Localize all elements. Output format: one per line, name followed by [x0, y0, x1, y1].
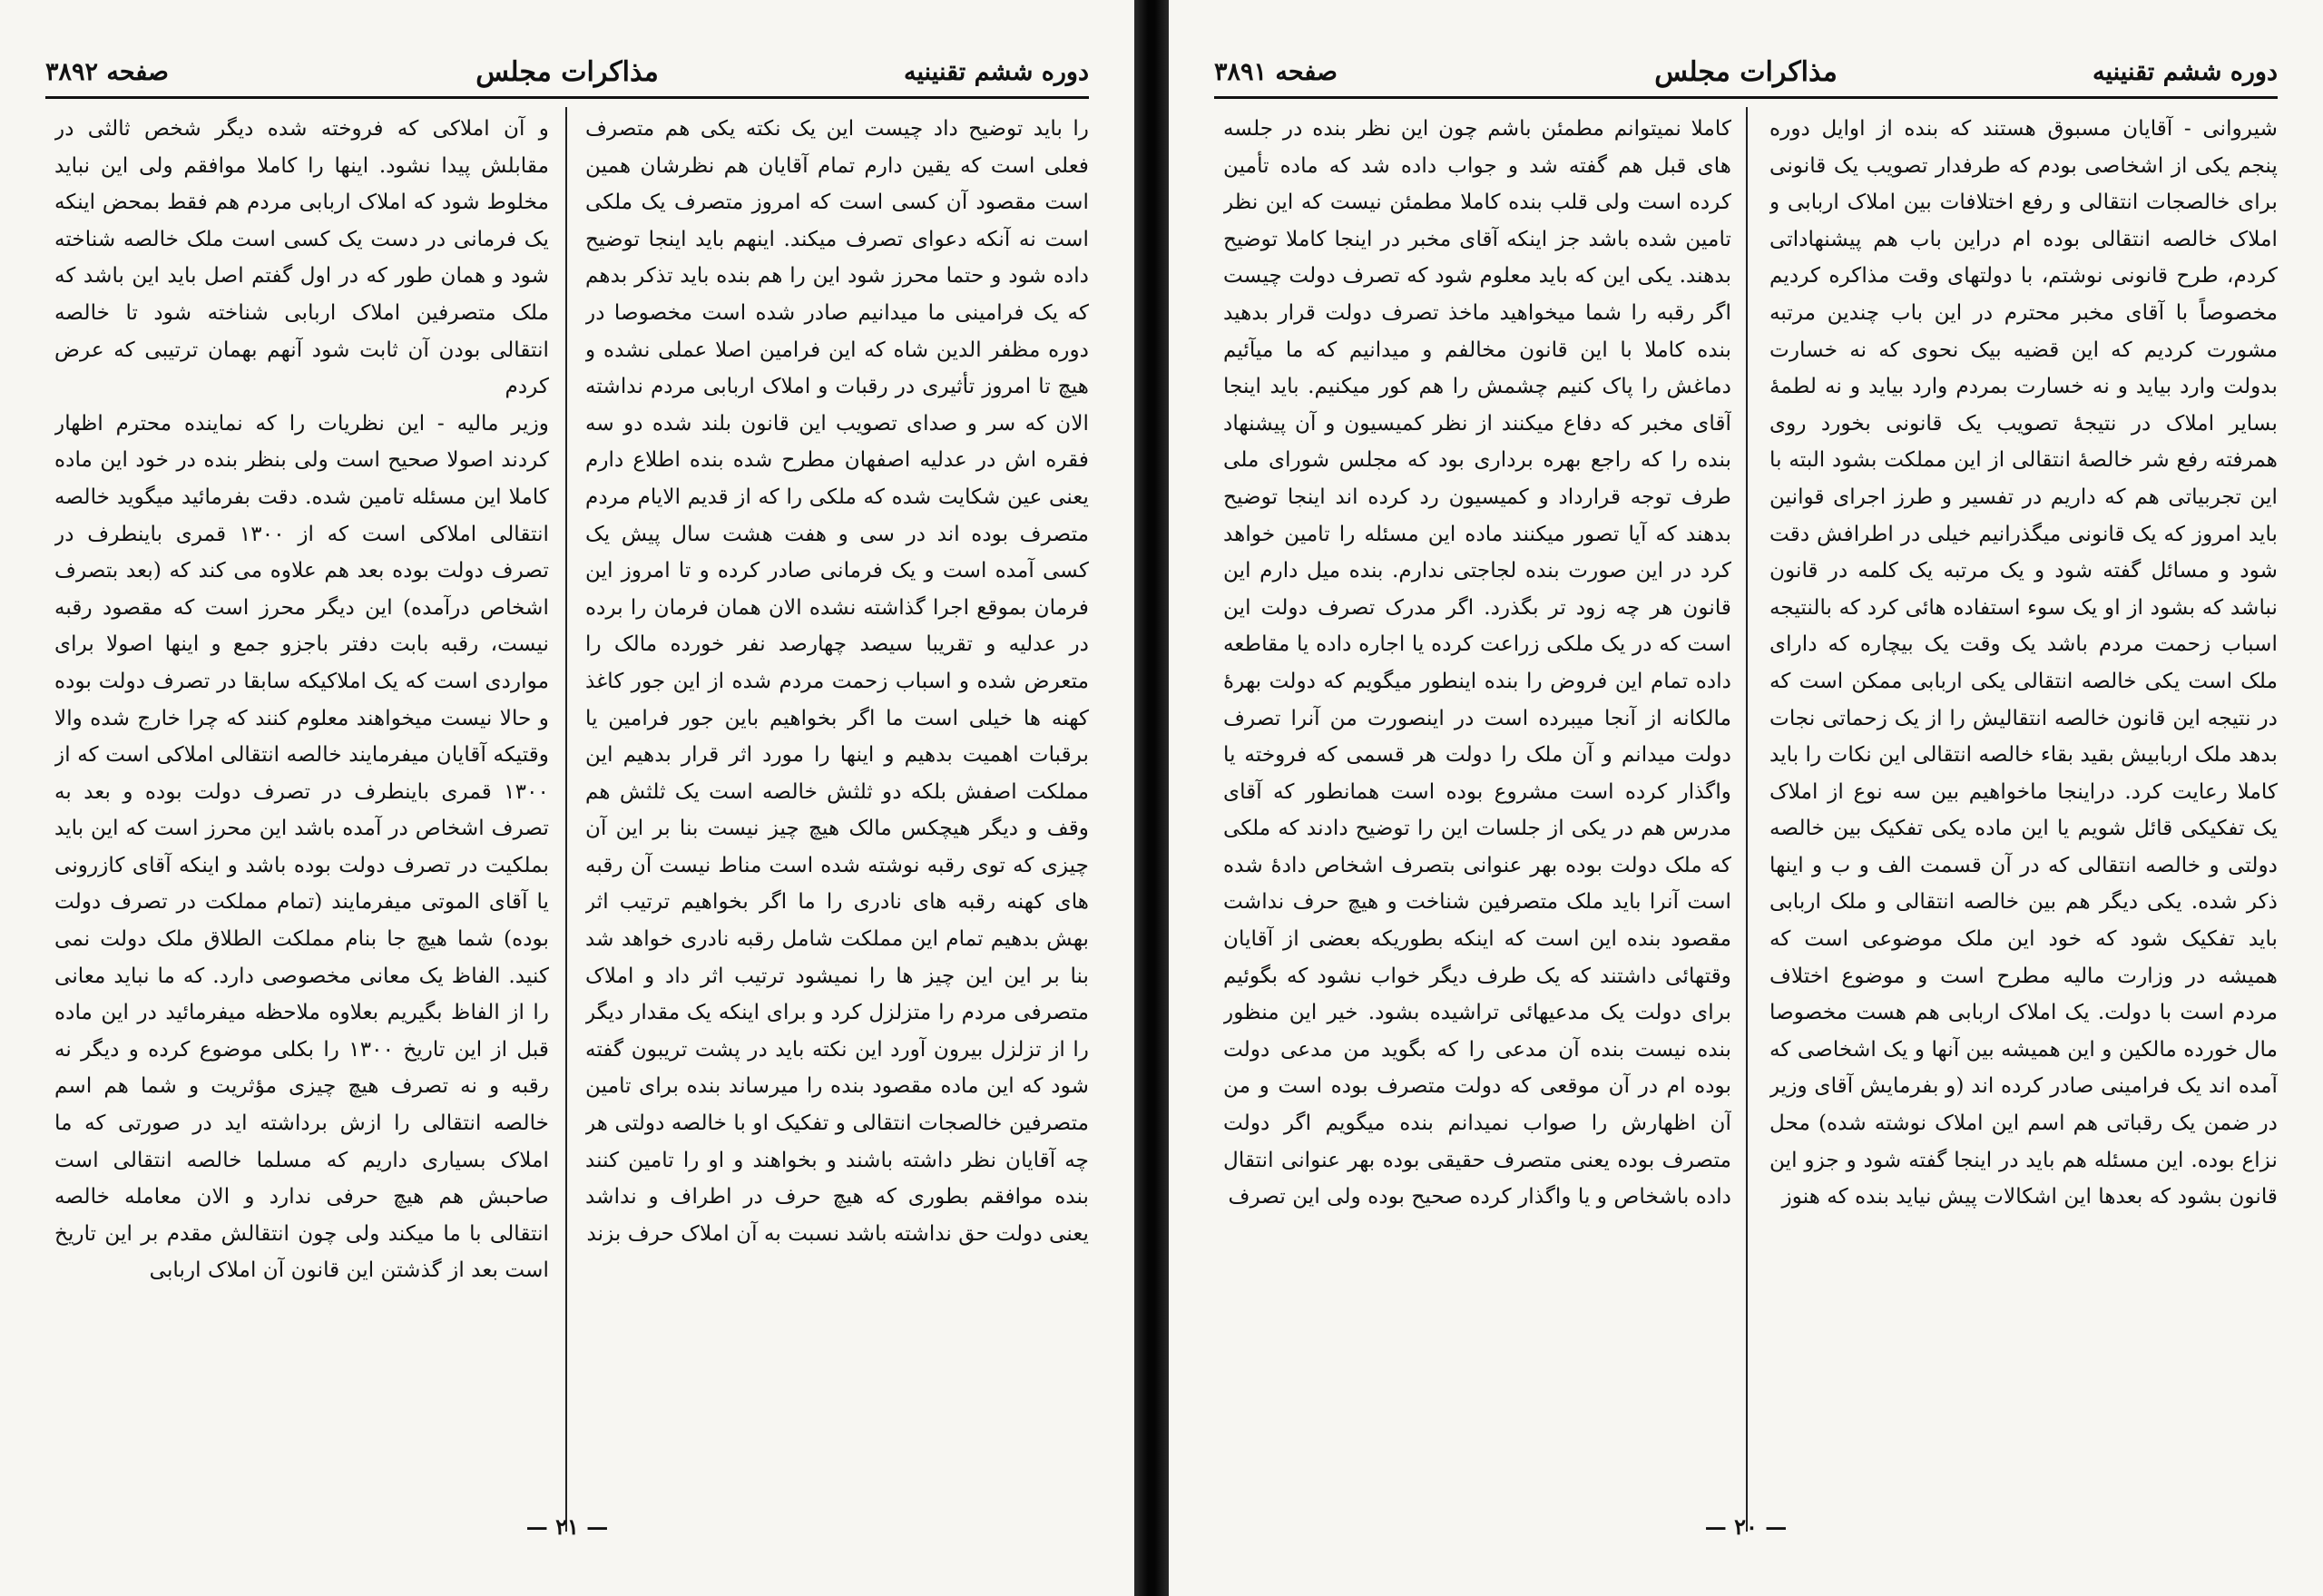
- paragraph: وزیر مالیه - این نظریات را که نماینده محترم اظهار کردند اصولا صحیح است ولی بنظر بنده در خود این ماده کاملا این مسئله تامین شده. دقت بفرمائید میگوید خالصه انتقالی املاکی است که از ۱۳۰۰ قمری باینطرف در تصرف دولت بوده بعد هم علاوه می کند که (بعد بتصرف اشخاص درآمده) این دیگر محرز است که مقصود رقبه نیست، رقبه بابت دفتر باجزو جمع و اینها اصولا برای مواردی است که یک املاکیکه سابقا در تصرف دولت بوده و حالا نیست میخواهند معلوم کنند که چرا خارج شده والا وقتیکه آقایان میفرمایند خالصه انتقالی املاکی است که از ۱۳۰۰ قمری باینطرف در تصرف دولت بوده و بعد به تصرف اشخاص در آمده باشد این محرز است که این باید بملکیت در تصرف دولت بوده باشد و اینکه آقای کازرونی یا آقای الموتی میفرمایند (تمام مملکت در تصرف دولت بوده) شما هیچ جا بنام مملکت الطلاق ملک دولت نمی کنید. الفاظ یک معانی مخصوصی دارد. که ما نباید معانی را از الفاظ بگیریم بعلاوه ملاحظه میفرمائید در این ماده قبل از این تاریخ ۱۳۰۰ را بکلی موضوع کرده و دیگر نه رقبه و نه تصرف هیچ چیزی مؤثریت و شما هم اسم خالصه انتقالی را ازش برداشته اید در صورتی که ما املاک بسیاری داریم که مسلما خالصه انتقالی است صاحبش هم هیچ حرفی ندارد و الان معامله خالصه انتقالی با ما میکند ولی چون انتقالش مقدم بر این تاریخ است بعد از گذشتن این قانون آن املاک اربابی: [54, 410, 549, 1283]
- session-label: دوره ششم تقنینیه: [2093, 58, 2278, 86]
- book-gutter: [1134, 0, 1169, 1596]
- left-page: [0, 0, 1134, 1596]
- journal-title: مذاکرات مجلس: [475, 56, 659, 88]
- text-column-right: [585, 111, 1089, 1472]
- page-footer-number: — ۲۰ —: [1704, 1513, 1788, 1540]
- page-footer-number: — ۲۱ —: [525, 1513, 609, 1540]
- right-page: [1169, 0, 2323, 1596]
- page-number-label: صفحه ۳۸۹۲: [45, 58, 169, 86]
- text-column-left: [1223, 111, 1731, 1472]
- text-column-left: [54, 111, 549, 1472]
- column-divider: [1746, 107, 1748, 1532]
- paragraph: را باید توضیح داد چیست این یک نکته یکی هم متصرف فعلی است که یقین دارم تمام آقایان هم نظرشان همین است مقصود آن کسی است که امروز متصرف یک ملکی است نه آنکه دعوای تصرف میکند. اینهم باید اینجا توضیح داده شود و حتما محرز شود این را هم بنده باید تذکر بدهم که یک فرامینی ما میدانیم صادر شده است مخصوصا در دوره مظفر الدین شاه که این فرامین اصلا عملی نشده و هیچ تا امروز تأثیری در رقبات و املاک اربابی مردم نداشته الان که سر و صدای تصویب این قانون بلند شده دو سه فقره اش در عدلیه اصفهان مطرح شده بنده اطلاع دارم یعنی عین شکایت شده که ملکی را که از قدیم الایام مردم متصرف بوده اند در سی و هفت هشت سال پیش یک کسی آمده است و یک فرمانی صادر کرده و تا امروز این فرمان بموقع اجرا گذاشته نشده الان همان فرمان را برده در عدلیه و تقریبا سیصد چهارصد نفر خورده مالک را متعرض شده و اسباب زحمت مردم شده از این جور کاغذ کهنه ها خیلی است ما اگر بخواهیم باین جور فرامین یا برقبات اهمیت بدهیم و اینها را مورد اثر قرار بدهیم این مملکت اصفش بلکه دو ثلثش خالصه است یک ثلثش هم وقف و دیگر هیچکس مالک هیچ چیز نیست بنا بر این آن چیزی که توی رقبه نوشته شده است مناط نیست آن رقبه های کهنه رقبه های نادری را ما اگر بخواهیم ترتیب اثر بهش بدهیم تمام این مملکت شامل رقبه نادری خواهد شد بنا بر این این چیز ها را نمیشود ترتیب اثر داد و املاک متصرفی مردم را متزلزل کرد و برای اینکه یک مقدار دیگر را از تزلزل بیرون آورد این نکته باید در پشت تریبون گفته شود که این ماده مقصود بنده را میرساند بنده برای تامین متصرفین خالصجات انتقالی و تفکیک او با خالصه دولتی هر چه آقایان نظر داشته باشند و بخواهند و او را تامین کنند بنده موافقم بطوری که هیچ حرف در اطراف و نداشد یعنی دولت حق نداشته باشد نسبت به آن املاک حرف بزند: [585, 116, 1089, 1246]
- page-number-label: صفحه ۳۸۹۱: [1214, 58, 1338, 86]
- paragraph: شیروانی - آقایان مسبوق هستند که بنده از اوایل دوره پنجم یکی از اشخاصی بودم که طرفدار تصویب یک قانونی برای خالصجات انتقالی و رفع اختلافات بین املاک اربابی و املاک خالصه انتقالی بوده ام دراین باب هم پیشنهاداتی کردم، طرح قانونی نوشتم، با دولتهای وقت مذاکره کردیم مخصوصاً با آقای مخبر محترم در این باب چندین مرتبه مشورت کردیم که این قضیه بیک نحوی که نه خسارت بدولت وارد بیاید و نه خسارت بمردم وارد بیاید و نه لطمهٔ بسایر املاک در نتیجهٔ تصویب یک قانونی بخورد روی همرفته رفع شر خالصهٔ انتقالی از این مملکت بشود البته با این تجربیاتی هم که داریم در تفسیر و طرز اجرای قوانین باید امروز که یک قانونی میگذرانیم خیلی در اطرافش دقت شود و مسائل گفته شود و یک مرتبه یک کلمه در قانون نباشد که بشود از او یک سوء استفاده هائی کرد که بالنتیجه اسباب زحمت مردم باشد یک وقت یک بیچاره که دارای ملک است یکی خالصه انتقالی یکی اربابی ممکن است که در نتیجه این قانون خالصه انتقالیش را از یک زحماتی نجات بدهد ملک اربابیش بقید بقاء خالصه انتقالی این نکات را باید کاملا رعایت کرد. دراینجا ماخواهیم بین سه نوع از املاک یک تفکیکی قائل شویم یا این ماده یکی تفکیک بین خالصه دولتی و خالصه انتقالی که در آن قسمت الف و ب و اینها ذکر شده. یکی دیگر هم بین خالصه انتقالی و ملک اربابی باید تفکیک شود که خود این ملک موضوعی است که همیشه در وزارت مالیه مطرح است و موضوع اختلاف مردم است با دولت. یک املاک اربابی هم هست مخصوصا مال خورده مالکین و این همیشه بین آنها و یک اشخاصی که آمده اند یک فرامینی صادر کرده اند (و بفرمایش آقای وزیر در ضمن یک رقباتی هم اسم این املاک نوشته شده) محل نزاع بوده. این مسئله هم باید در اینجا گفته شود و جزو این قانون بشود که بعدها این اشکالات پیش نیاید بنده که هنوز: [1769, 116, 2278, 1209]
- session-label: دوره ششم تقنینیه: [904, 58, 1089, 86]
- page-header: [1214, 53, 2278, 99]
- paragraph: کاملا نمیتوانم مطمئن باشم چون این نظر بنده در جلسه های قبل هم گفته شد و جواب داده شد که ماده تأمین کرده است ولی قلب بنده کاملا مطمئن نیست که این نظر تامین شده باشد جز اینکه آقای مخبر در اینجا کاملا توضیح بدهند. یکی این که باید معلوم شود که تصرف دولت چیست اگر رقبه را شما میخواهید ماخذ تصرف دولت قرار بدهید بنده کاملا با این قانون مخالفم و میدانیم که ما میآئیم دماغش را پاک کنیم چشمش را هم کور میکنیم. باید اینجا آقای مخبر که دفاع میکنند از نظر کمیسیون و آن پیشنهاد بنده را که راجع بهره برداری بود که مجلس شورای ملی طرف توجه قرارداد و کمیسیون رد کرده اند اینجا توضیح بدهند که آیا تصور میکنند ماده این مسئله را تامین خواهد کرد در این صورت بنده لجاجتی ندارم. بنده میل دارم این قانون هر چه زود تر بگذرد. اگر مدرک تصرف دولت این است که در یک ملکی زراعت کرده یا اجاره داده یا مقاطعه داده تمام این فروض را بنده اینطور میگویم که دولت بهرهٔ مالکانه از آنجا میبرده است در اینصورت من آنرا تصرف دولت میدانم و آن ملک را دولت هر قسمی که فروخته یا واگذار کرده است مشروع بوده است همانطور که آقای مدرس هم در یکی از جلسات این را توضیح دادند که ملکی که ملک دولت بوده بهر عنوانی بتصرف اشخاص دادهٔ شده است آنرا باید ملک متصرفین شناخت و هیچ حرف نداشت مقصود بنده این است که اینکه بطوریکه بعضی از آقایان وقتهائی داشتند که یک طرف دیگر خواب نشود که بگوئیم برای دولت یک مدعیهائی تراشیده بشود. خیر این منظور بنده نیست بنده آن مدعی را که بگوید من مدعی دولت بوده ام در آن موقعی که دولت متصرف بوده است و من آن اظهارش را صواب نمیدانم بنده میگویم اگر دولت متصرف بوده یعنی متصرف حقیقی بوده بهر عنوانی انتقال داده باشخاص و یا واگذار کرده صحیح بوده ولی این تصرف: [1223, 116, 1731, 1209]
- page-header: [45, 53, 1089, 99]
- text-column-right: [1769, 111, 2278, 1472]
- journal-title: مذاکرات مجلس: [1654, 56, 1838, 88]
- column-divider: [565, 107, 567, 1532]
- paragraph: و آن املاکی که فروخته شده دیگر شخص ثالثی در مقابلش پیدا نشود. اینها را کاملا موافقم ولی این نباید مخلوط شود که املاک اربابی مردم هم فقط بمحض اینکه یک فرمانی در دست یک کسی است ملک خالصه شناخته شود و همان طور که در اول گفتم اصل باید این باشد که ملک متصرفین املاک اربابی شناخته شود تا خالصه انتقالی بودن آن ثابت شود آنهم بهمان ترتیبی که عرض کردم: [54, 116, 549, 399]
